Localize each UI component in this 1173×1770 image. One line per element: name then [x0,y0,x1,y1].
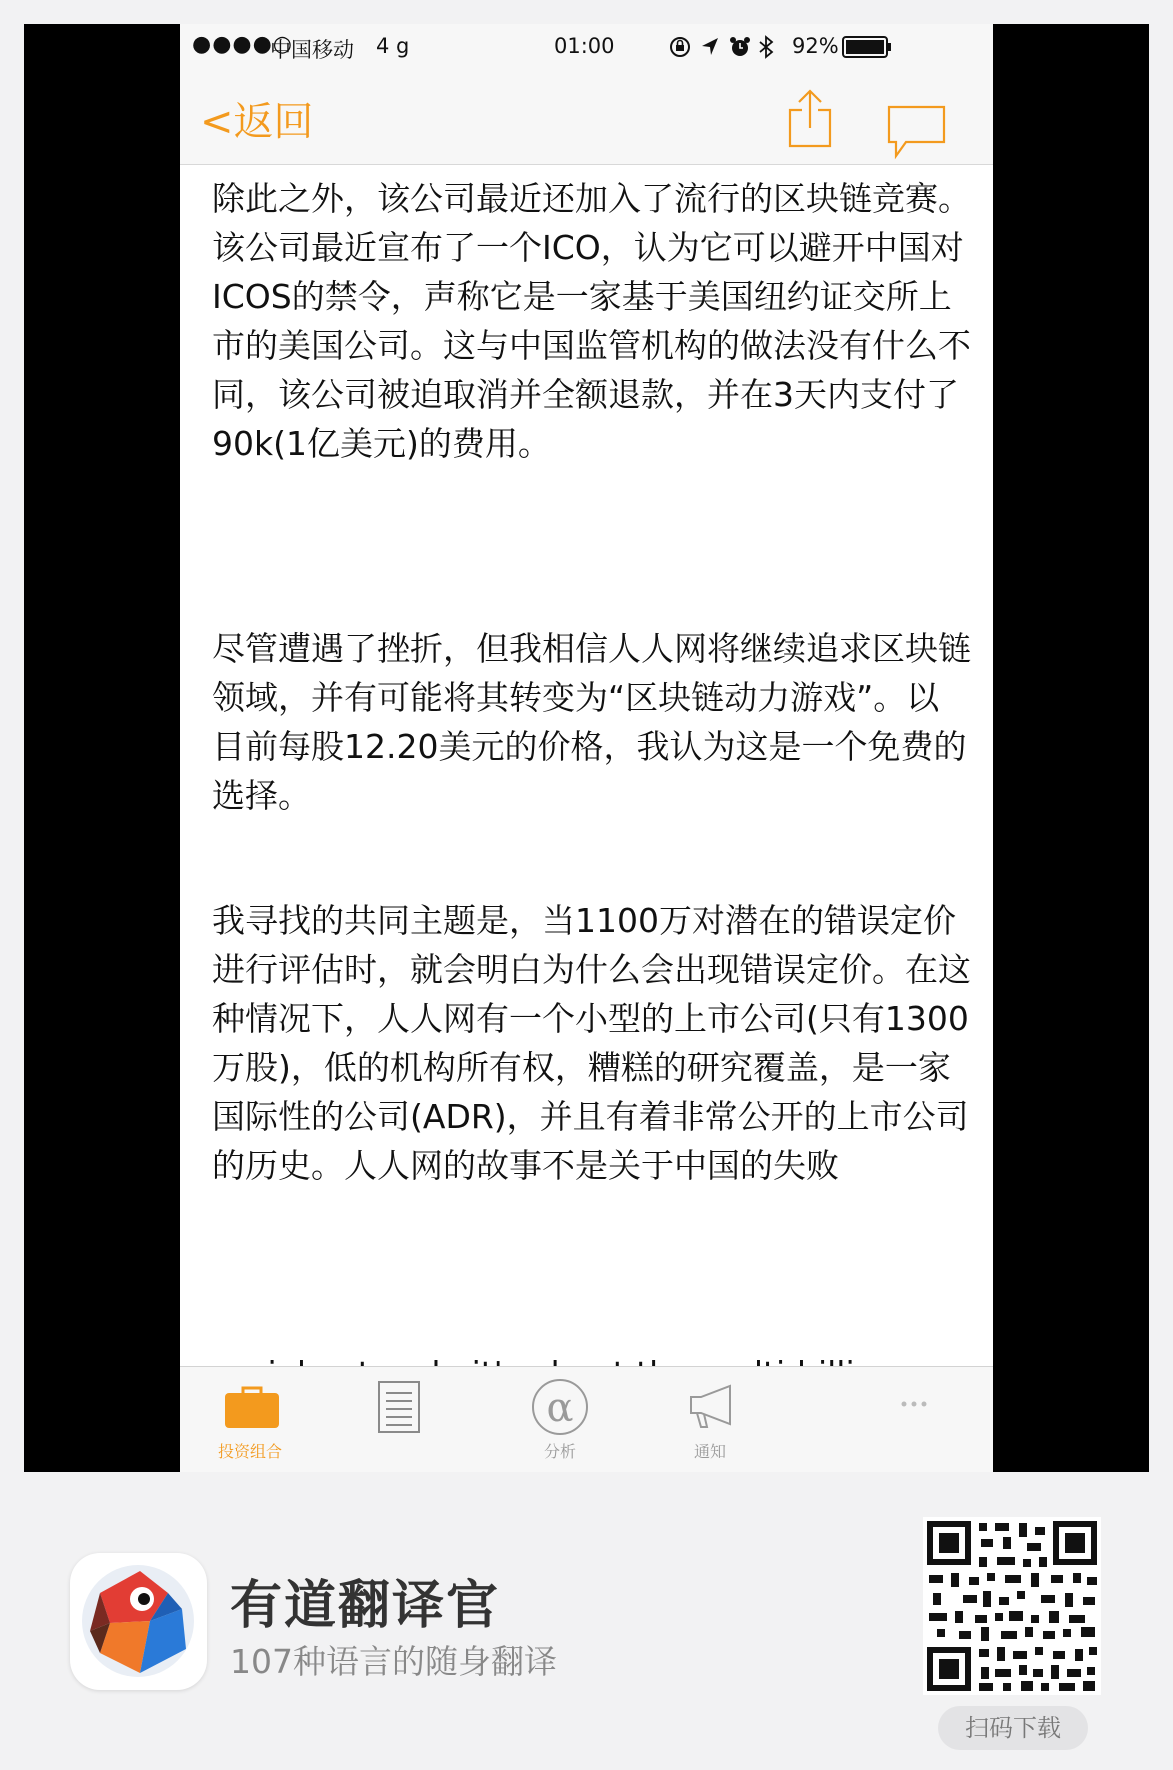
clock: 01:00 [554,34,615,58]
megaphone-icon [688,1383,734,1429]
briefcase-icon [224,1385,280,1429]
tab-notifications[interactable] [660,1367,760,1472]
parrot-icon [70,1553,207,1690]
app-logo [70,1553,207,1690]
tab-portfolio[interactable] [200,1367,300,1472]
scan-download-button[interactable]: 扫码下载 [938,1706,1088,1750]
promo-tagline: 107种语言的随身翻译 [230,1642,557,1681]
battery-icon [842,36,892,58]
signal-strength: ●●●●○ [192,32,293,57]
tab-more[interactable] [870,1367,960,1472]
tab-label: 分析 [543,1442,576,1461]
rotation-lock-icon [671,38,689,56]
tab-label: 通知 [693,1442,726,1461]
network-type: 4 g [376,34,410,58]
status-icons [668,34,778,60]
tab-news[interactable] [350,1367,450,1472]
document-list-icon [378,1381,420,1433]
share-icon[interactable] [787,88,833,150]
bluetooth-icon [760,37,772,57]
tab-analysis[interactable] [510,1367,610,1472]
svg-text:α: α [546,1385,574,1431]
location-icon [702,38,718,55]
tab-bar [180,1366,993,1472]
tab-label: 投资组合 [217,1442,282,1461]
status-bar [180,24,993,68]
carrier-name: 中国移动 [270,38,354,62]
article-paragraph: 我寻找的共同主题是，当1100万对潜在的错误定价进行评估时，就会明白为什么会出现错误定价。在这种情况下，人人网有一个小型的上市公司(只有1300万股)，低的机构所有权，糟糕的研究覆盖，是一家国际性的公司(ADR)，并且有着非常公开的上市公司的历史。人人网的故事不是关于中国的失败 [212,901,971,1185]
qr-code-image [923,1517,1101,1695]
article-paragraph: 除此之外，该公司最近还加入了流行的区块链竞赛。该公司最近宣布了一个ICO，认为它可以避开中国对ICOS的禁令，声称它是一家基于美国纽约证交所上市的美国公司。这与中国监管机构的做法没有什么不同，该公司被迫取消并全额退款，并在3天内支付了90k(1亿美元)的费用。 [212,179,971,463]
promo-app-name: 有道翻译官 [230,1576,501,1636]
more-icon [900,1399,930,1409]
alarm-icon [730,37,750,56]
article-paragraph: 尽管遭遇了挫折，但我相信人人网将继续追求区块链领域，并有可能将其转变为“区块链动力游戏”。以目前每股12.20美元的价格，我认为这是一个免费的选择。 [212,629,971,815]
qr-code [923,1517,1101,1695]
battery-percent: 92% [792,34,839,58]
back-button[interactable]: <返回 [200,99,314,145]
alpha-icon [530,1377,590,1437]
phone-screen [180,24,993,1472]
comment-icon[interactable] [886,104,948,160]
navigation-bar [180,68,993,165]
